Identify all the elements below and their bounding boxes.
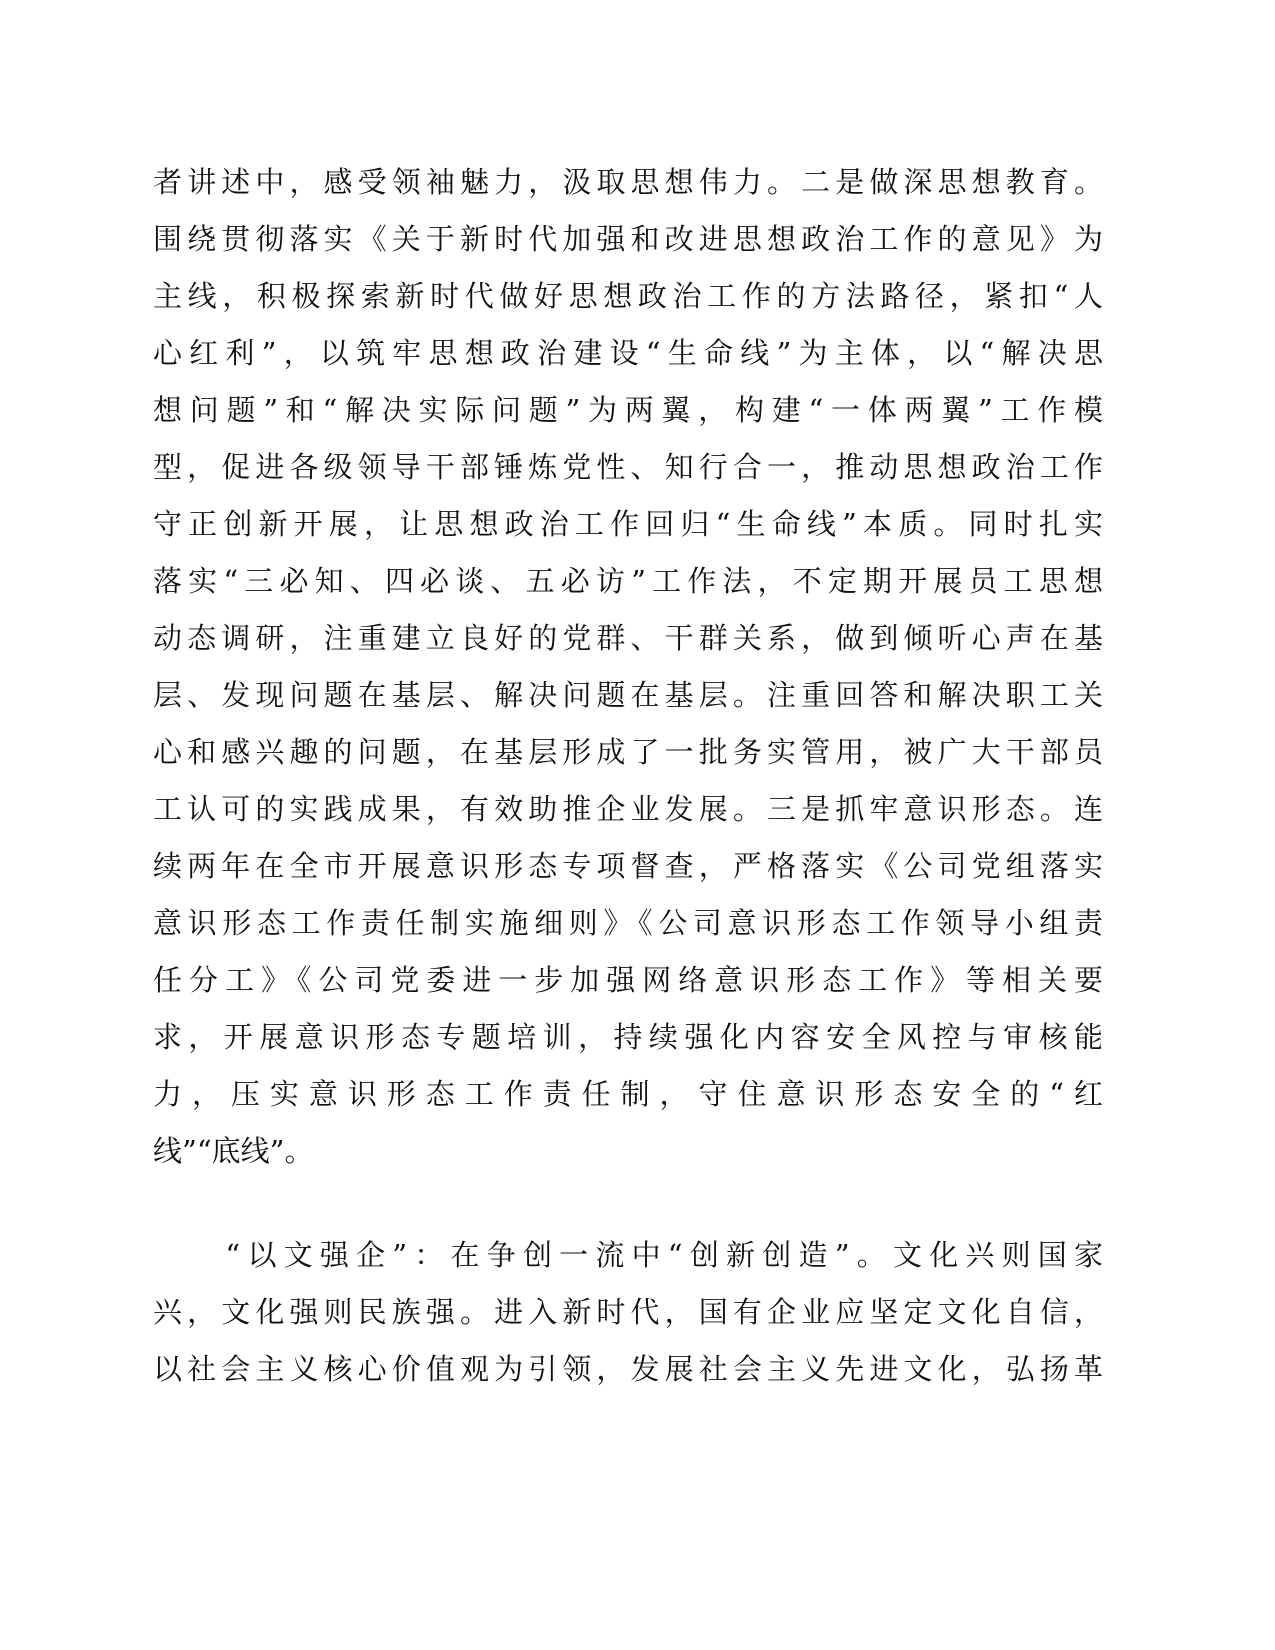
paragraph-1: [153, 154, 1103, 1180]
text-line: 落实“三必知、四必谈、五必访”工作法，不定期开展员工思想: [153, 564, 1103, 598]
text-line: 以社会主义核心价值观为引领，发展社会主义先进文化，弘扬革: [153, 1352, 1103, 1386]
text-line: 求，开展意识形态专题培训，持续强化内容安全风控与审核能: [153, 1020, 1103, 1054]
text-line: 心和感兴趣的问题，在基层形成了一批务实管用，被广大干部员: [153, 735, 1103, 769]
text-line: 心红利”，以筑牢思想政治建设“生命线”为主体，以“解决思: [153, 336, 1103, 370]
text-line: 层、发现问题在基层、解决问题在基层。注重回答和解决职工关: [153, 678, 1103, 712]
text-line: 型，促进各级领导干部锤炼党性、知行合一，推动思想政治工作: [153, 450, 1103, 484]
text-line: 工认可的实践成果，有效助推企业发展。三是抓牢意识形态。连: [153, 792, 1103, 826]
text-line: 围绕贯彻落实《关于新时代加强和改进思想政治工作的意见》为: [153, 222, 1103, 256]
text-line: 任分工》《公司党委进一步加强网络意识形态工作》等相关要: [153, 963, 1103, 997]
text-line: 力，压实意识形态工作责任制，守住意识形态安全的“红: [153, 1077, 1103, 1111]
text-line: 守正创新开展，让思想政治工作回归“生命线”本质。同时扎实: [153, 507, 1103, 541]
text-line: 兴，文化强则民族强。进入新时代，国有企业应坚定文化自信，: [153, 1295, 1103, 1329]
paragraph-2: [153, 1227, 1103, 1398]
text-line: “以文强企”：在争创一流中“创新创造”。文化兴则国家: [153, 1238, 1103, 1272]
text-line: 想问题”和“解决实际问题”为两翼，构建“一体两翼”工作模: [153, 393, 1103, 427]
text-line: 动态调研，注重建立良好的党群、干群关系，做到倾听心声在基: [153, 621, 1103, 655]
text-line: 续两年在全市开展意识形态专项督查，严格落实《公司党组落实: [153, 849, 1103, 883]
text-line: 意识形态工作责任制实施细则》《公司意识形态工作领导小组责: [153, 906, 1103, 940]
text-line: 主线，积极探索新时代做好思想政治工作的方法路径，紧扣“人: [153, 279, 1103, 313]
text-line: 者讲述中，感受领袖魅力，汲取思想伟力。二是做深思想教育。: [153, 165, 1103, 199]
text-line: 线”“底线”。: [153, 1134, 314, 1168]
